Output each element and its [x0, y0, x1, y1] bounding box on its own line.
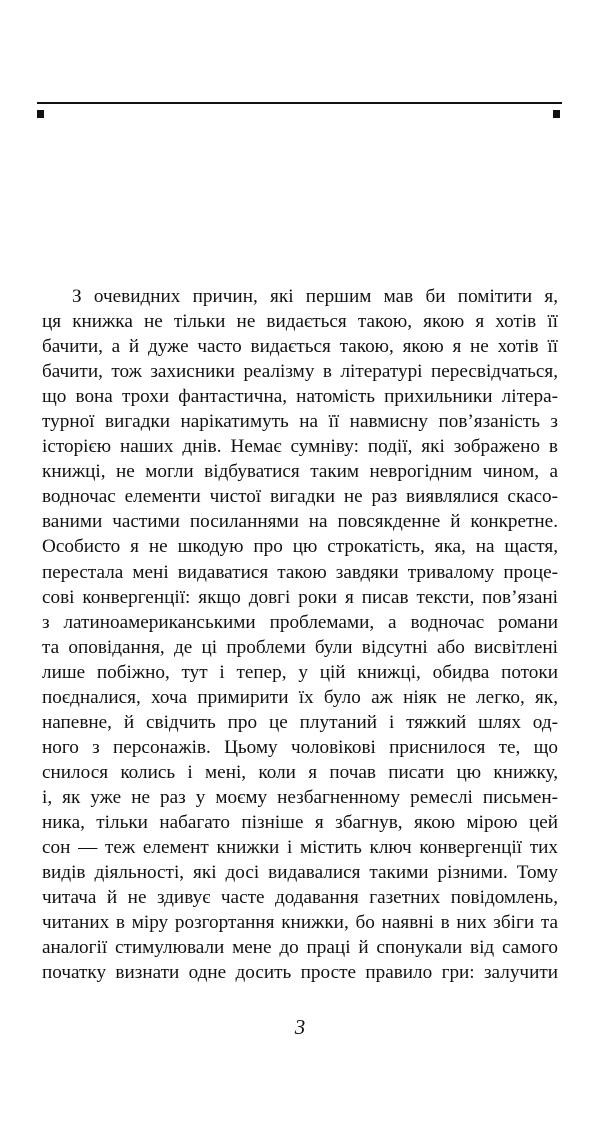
text-line: книжці, не могли відбуватися таким неврогідним чином, а	[42, 461, 558, 483]
text-line: і, як уже не раз у моєму незбагненному ремеслі письмен-	[42, 786, 558, 808]
text-line: читаних в міру розгортання книжки, бо наявні в них збіги та	[42, 912, 558, 934]
text-line: бачити, а й дуже часто видається такою, якою я не хотів її	[42, 336, 558, 358]
text-line: історією наших днів. Немає сумніву: події, які зображено в	[42, 436, 558, 458]
text-line: що вона трохи фантастична, натомість прихильники літера-	[42, 386, 558, 408]
text-line: ця книжка не тільки не видається такою, якою я хотів її	[42, 311, 558, 333]
text-line: лише побіжно, тут і тепер, у цій книжці, обидва потоки	[42, 661, 558, 683]
text-line: аналогії стимулювали мене до праці й спонукали від самого	[42, 937, 558, 959]
text-line: напевне, й свідчить про це плутаний і тяжкий шлях од-	[42, 711, 558, 733]
text-line: та оповідання, де ці проблеми були відсутні або висвітлені	[42, 636, 558, 658]
text-line: поєдналися, хоча примирити їх було аж ніяк не легко, як,	[42, 686, 558, 708]
text-line: читача й не здивує часте додавання газетних повідомлень,	[42, 887, 558, 909]
body-text	[42, 284, 558, 985]
text-line: З очевидних причин, які першим мав би помітити я,	[72, 286, 558, 307]
text-line: Особисто я не шкодую про цю строкатість, яка, на щастя,	[42, 536, 558, 558]
text-line: водночас елементи чистої вигадки не раз виявлялися скасо-	[42, 486, 558, 508]
text-line: снилося колись і мені, коли я почав писати цю книжку,	[42, 761, 558, 783]
header-rule	[37, 102, 562, 104]
text-line: ного з персонажів. Цьому чоловікові приснилося те, що	[42, 736, 558, 758]
text-line: турної вигадки нарікатимуть на її навмисну пов’язаність з	[42, 411, 558, 433]
text-line: видів діяльності, які досі видавалися такими різними. Тому	[42, 862, 558, 884]
text-line: сон — теж елемент книжки і містить ключ конвергенції тих	[42, 837, 558, 859]
text-line: початку визнати одне досить просте правило гри: залучити	[42, 962, 558, 984]
header-marker-left	[37, 110, 44, 118]
text-line: ника, тільки набагато пізніше я збагнув, якою мірою цей	[42, 811, 558, 833]
page-number: 3	[294, 1015, 306, 1039]
text-line: з латиноамериканськими проблемами, а водночас романи	[42, 611, 558, 633]
header-marker-right	[553, 110, 560, 118]
text-line: бачити, тож захисники реалізму в літературі пересвідчаться,	[42, 361, 558, 383]
text-line: сові конвергенції: якщо довгі роки я писав тексти, пов’язані	[42, 586, 558, 608]
text-line: перестала мені видаватися такою завдяки тривалому проце-	[42, 561, 558, 583]
text-line: ваними частими посиланнями на повсякденне й конкретне.	[42, 511, 558, 533]
